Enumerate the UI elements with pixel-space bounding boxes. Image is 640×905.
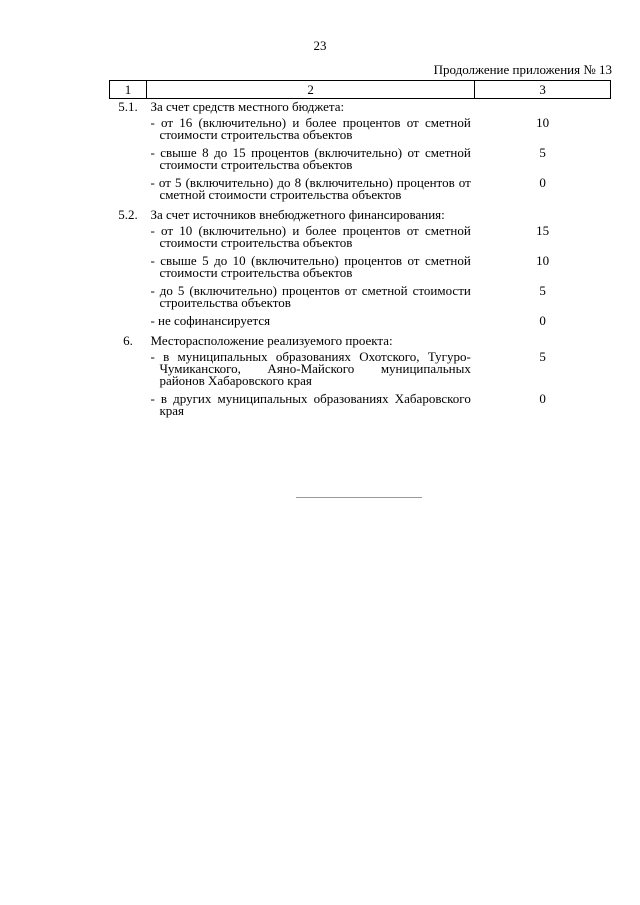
score-value: 15 — [536, 223, 550, 238]
score-value: 0 — [539, 391, 546, 406]
section-number: 5.1. — [118, 99, 138, 114]
criterion-text: - до 5 (включительно) процентов от сметной стоимости строительства объектов — [150, 283, 471, 310]
table-row — [110, 117, 611, 147]
criteria-table — [109, 80, 611, 423]
score-value: 0 — [539, 175, 546, 190]
table-body — [110, 99, 611, 424]
table-row — [110, 225, 611, 255]
appendix-continuation-label: Продолжение приложения № 13 — [433, 62, 612, 77]
score-value: 5 — [539, 283, 546, 298]
score-value: 5 — [539, 349, 546, 364]
criterion-text: - от 10 (включительно) и более процентов от сметной стоимости строительства объектов — [150, 223, 471, 250]
table-row — [110, 255, 611, 285]
table-row — [110, 147, 611, 177]
column-header-1: 1 — [110, 81, 147, 99]
table-row — [110, 351, 611, 393]
column-header-2: 2 — [146, 81, 474, 99]
section-number: 5.2. — [118, 207, 138, 222]
section-number: 6. — [123, 333, 133, 348]
criterion-text: - от 5 (включительно) до 8 (включительно) процентов от сметной стоимости строительства объектов — [150, 175, 471, 202]
criterion-text: - свыше 5 до 10 (включительно) процентов от сметной стоимости строительства объектов — [150, 253, 471, 280]
end-divider-line — [296, 497, 422, 498]
score-value: 0 — [539, 313, 546, 328]
criterion-text: - в муниципальных образованиях Охотского, Тугуро-Чумиканского, Аяно-Майского муниципальных районов Хабаровского края — [150, 349, 471, 388]
table-row — [110, 177, 611, 207]
table-header-row — [110, 81, 611, 99]
section-title: Месторасположение реализуемого проекта: — [150, 333, 393, 348]
section-title: За счет источников внебюджетного финансирования: — [150, 207, 445, 222]
criterion-text: - свыше 8 до 15 процентов (включительно) от сметной стоимости строительства объектов — [150, 145, 471, 172]
score-value: 10 — [536, 253, 550, 268]
criterion-text: - не софинансируется — [150, 313, 271, 328]
section-title: За счет средств местного бюджета: — [150, 99, 345, 114]
score-value: 10 — [536, 115, 550, 130]
score-value: 5 — [539, 145, 546, 160]
page-number: 23 — [313, 38, 327, 53]
table-row — [110, 393, 611, 423]
column-header-3: 3 — [475, 81, 611, 99]
criterion-text: - в других муниципальных образованиях Хабаровского края — [150, 391, 471, 418]
criterion-text: - от 16 (включительно) и более процентов от сметной стоимости строительства объектов — [150, 115, 471, 142]
table-row — [110, 285, 611, 315]
table-row — [110, 315, 611, 333]
